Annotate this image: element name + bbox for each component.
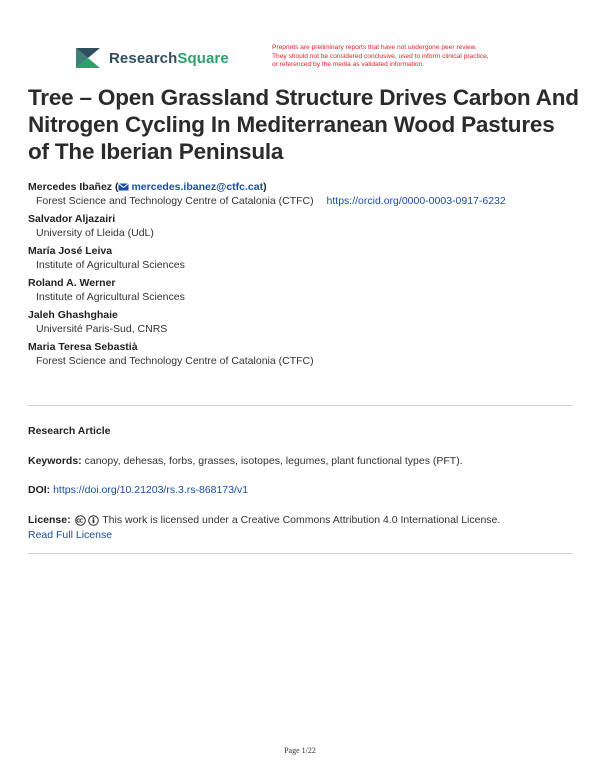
author-affiliation: Forest Science and Technology Centre of Catalonia (CTFC) https://orcid.org/0000-0003-0917-6232 [36,195,506,207]
orcid-link[interactable]: https://orcid.org/0000-0003-0917-6232 [326,195,506,207]
keywords-label: Keywords: [28,455,82,467]
author-name: Roland A. Werner [28,277,116,289]
author-name: Jaleh Ghashghaie [28,309,118,321]
doi [28,483,580,497]
preprint-notice-line: or referenced by the media as validated information. [272,61,425,68]
research-square-logo-icon [74,46,102,70]
author-name: Salvador Aljazairi [28,213,116,225]
preprint-notice-line: Preprints are preliminary reports that have not undergone peer review. [272,44,477,51]
preprint-notice-line: They should not be considered conclusive, used to inform clinical practice, [272,52,489,60]
author-email-link[interactable]: mercedes.ibanez@ctfc.cat [131,181,264,193]
keywords [28,454,580,468]
author-list [28,180,580,368]
article-type: Research Article [28,425,111,437]
read-full-license-link[interactable]: Read Full License [28,529,113,541]
keywords-value: canopy, dehesas, forbs, grasses, isotopes, legumes, plant functional types (PFT). [84,455,463,467]
author-affiliation: Université Paris-Sud, CNRS [36,323,168,335]
divider [28,405,573,406]
research-square-logo[interactable] [74,46,229,70]
author-affiliation: University of Lleida (UdL) [36,227,154,239]
logo-text: ResearchSquare [109,49,229,67]
creative-commons-icon [75,515,86,526]
divider [28,553,573,554]
author-name: Mercedes Ibañez ( mercedes.ibanez@ctfc.cat) [28,181,267,193]
author-affiliation: Institute of Agricultural Sciences [36,291,185,303]
author-name: María José Leiva [28,245,113,257]
author-affiliation: Institute of Agricultural Sciences [36,259,185,271]
license-label: License: [28,514,71,526]
author-name: Maria Teresa Sebastià [28,341,138,353]
doi-label: DOI: [28,484,51,496]
license [28,513,580,542]
license-text: This work is licensed under a Creative Commons Attribution 4.0 International License. [102,514,501,526]
preprint-notice [272,44,534,70]
author-affiliation: Forest Science and Technology Centre of Catalonia (CTFC) [36,355,314,367]
attribution-icon [88,515,99,526]
email-icon [118,183,129,191]
page-number: Page 1/22 [284,746,316,755]
doi-link[interactable]: https://doi.org/10.21203/rs.3.rs-868173/v1 [53,484,249,496]
paper-title: Tree – Open Grassland Structure Drives Carbon And Nitrogen Cycling In Mediterranean Wood Pastures of The Iberian Peninsula [28,85,579,164]
